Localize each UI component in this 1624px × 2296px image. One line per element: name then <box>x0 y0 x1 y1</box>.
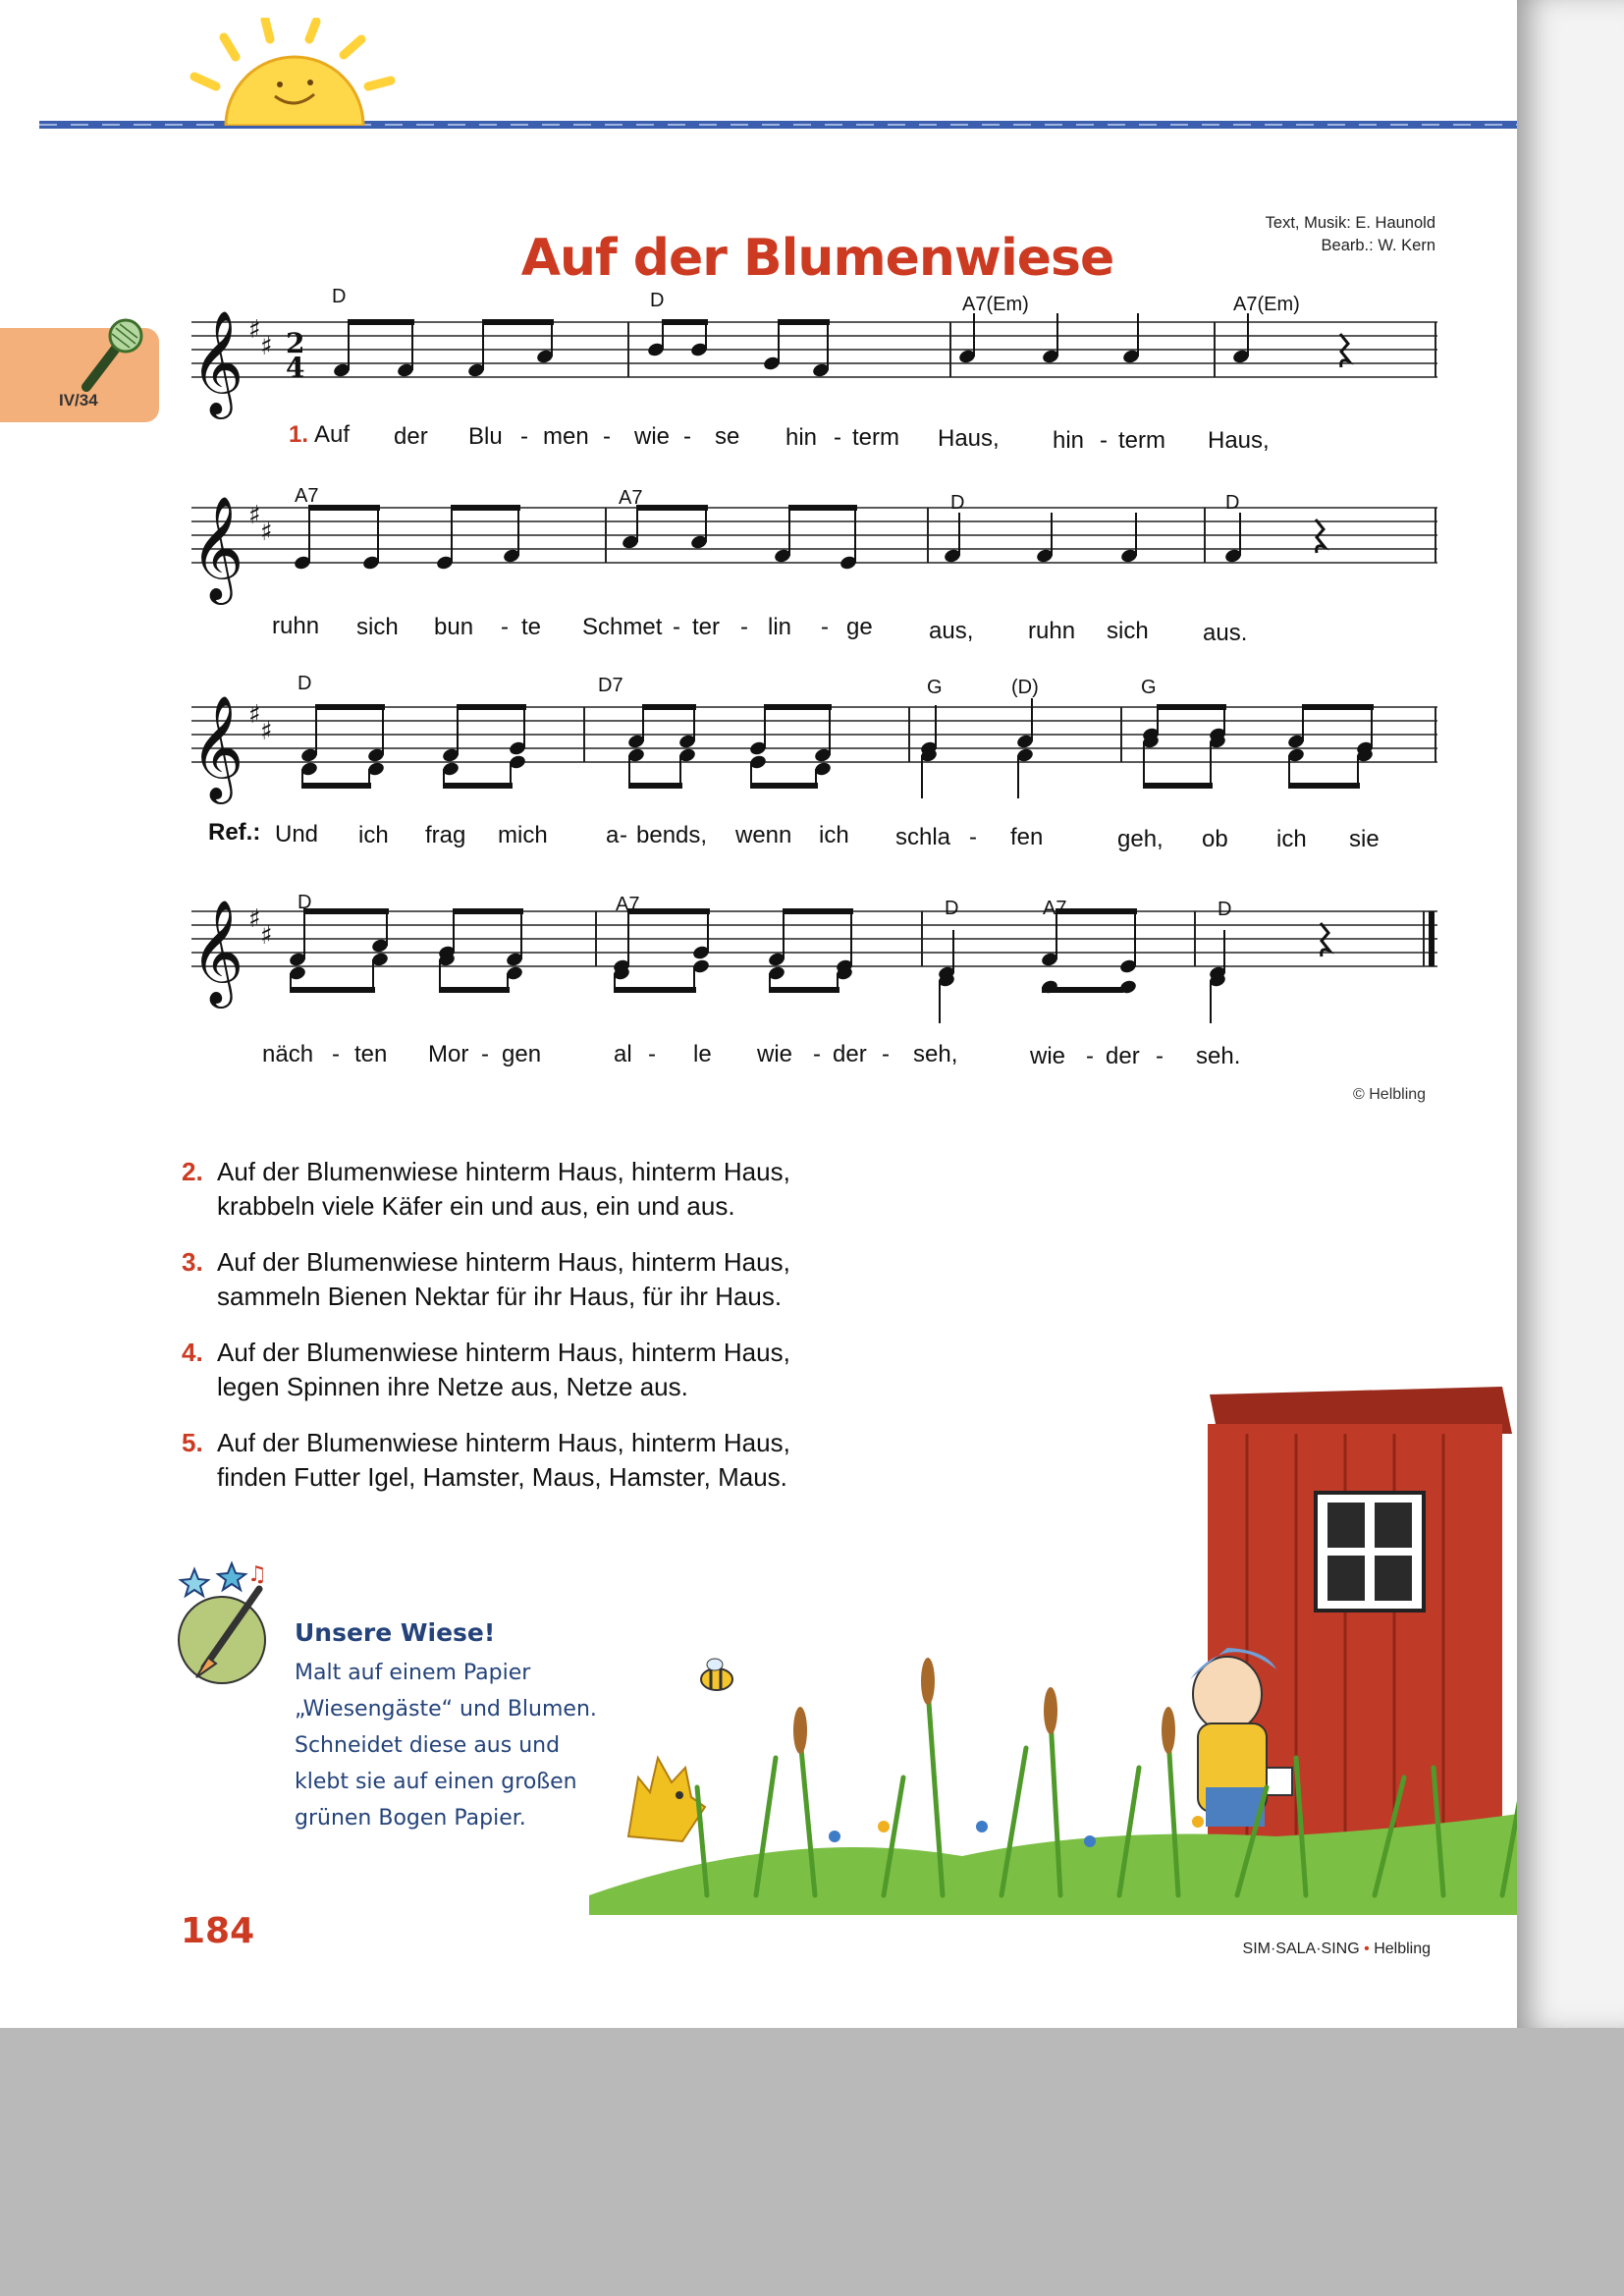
beam <box>348 319 414 325</box>
treble-clef: 𝄞 <box>190 309 244 414</box>
verse-line: krabbeln viele Käfer ein und aus, ein und aus. <box>217 1191 735 1221</box>
activity-line: Schneidet diese aus und <box>295 1733 561 1758</box>
chord-symbol: D <box>1225 492 1240 514</box>
publisher-name: Helbling <box>1374 1941 1431 1957</box>
lyric-syllable: le <box>693 1041 712 1067</box>
beam <box>1042 987 1123 993</box>
chord-symbol: A7 <box>616 894 640 915</box>
key-signature-sharp: ♯ <box>260 518 273 547</box>
chord-symbol: D7 <box>598 675 623 696</box>
lyric-syllable: bends, <box>636 822 708 848</box>
beam <box>457 704 526 710</box>
text-music-credit: Text, Musik: E. Haunold <box>1265 214 1435 232</box>
lyric-syllable: der <box>833 1041 867 1067</box>
key-signature-sharp: ♯ <box>260 921 273 951</box>
beam <box>443 783 513 789</box>
beam <box>750 783 818 789</box>
beam <box>788 505 857 511</box>
lyric-syllable: - <box>834 424 841 451</box>
lyric-syllable: te <box>521 614 542 640</box>
lyric-syllable: - <box>620 822 627 848</box>
lyric-syllable: seh, <box>913 1041 958 1067</box>
lyric-syllable: Schmet <box>582 614 663 640</box>
lyric-syllable: - <box>683 423 691 450</box>
activity-line: „Wiesengäste“ und Blumen. <box>295 1697 597 1722</box>
verse-item <box>182 1245 928 1314</box>
paintbrush-icon <box>175 1559 293 1687</box>
chord-symbol: G <box>1141 677 1157 698</box>
chord-symbol: G <box>927 677 943 698</box>
lyric-syllable: hin <box>1053 427 1085 454</box>
beam <box>1056 908 1137 914</box>
song-title: Auf der Blumenwiese <box>520 228 1114 288</box>
key-signature-sharp: ♯ <box>248 501 261 530</box>
lyric-syllable: - <box>520 423 528 450</box>
copyright-notice: © Helbling <box>1353 1086 1427 1103</box>
svg-text:♫: ♫ <box>247 1562 267 1587</box>
lyric-syllable: - <box>673 614 680 640</box>
quarter-rest <box>1316 519 1325 553</box>
lyric-syllable: gen <box>502 1041 542 1067</box>
verse-number: 2. <box>182 1157 203 1186</box>
beam <box>290 987 375 993</box>
beam <box>301 783 371 789</box>
lyric-syllable: Blu <box>468 423 503 450</box>
beam <box>769 987 839 993</box>
lyric-syllable: ob <box>1202 826 1228 852</box>
beam <box>1288 783 1360 789</box>
beam <box>642 704 696 710</box>
beam <box>303 908 389 914</box>
beam <box>315 704 385 710</box>
verse-line: Auf der Blumenwiese hinterm Haus, hinterm Haus, <box>217 1338 790 1367</box>
lyric-syllable: - <box>648 1041 656 1067</box>
arrangement-credit: Bearb.: W. Kern <box>1321 237 1435 254</box>
lyric-syllable: a <box>606 822 620 848</box>
beam <box>451 505 520 511</box>
lyric-syllable: - <box>481 1041 489 1067</box>
treble-clef: 𝄞 <box>190 694 244 799</box>
beam <box>1143 783 1213 789</box>
lyric-syllable: der <box>1106 1043 1140 1069</box>
chord-symbol: D <box>1218 899 1232 920</box>
activity-line: Malt auf einem Papier <box>295 1661 531 1685</box>
refrain-label: Ref.: <box>208 819 261 846</box>
lyric-syllable: - <box>501 614 509 640</box>
chord-symbol: A7 <box>295 485 319 507</box>
lyric-syllable: - <box>813 1041 821 1067</box>
book-title: SIM·SALA·SING <box>1242 1941 1360 1957</box>
chord-symbol: D <box>298 673 312 694</box>
chord-symbol: A7 <box>1043 898 1067 919</box>
lyric-syllable: - <box>1086 1043 1094 1069</box>
lyric-syllable: seh. <box>1196 1043 1241 1069</box>
verse-number: 5. <box>182 1428 203 1457</box>
chord-symbol: A7 <box>619 487 643 509</box>
adjacent-page-edge <box>1517 0 1624 2028</box>
beam <box>308 505 380 511</box>
verse-line: legen Spinnen ihre Netze aus, Netze aus. <box>217 1372 688 1401</box>
lyric-syllable: Und <box>275 821 319 847</box>
lyric-syllable: sie <box>1349 826 1380 852</box>
time-signature-top: 2 <box>286 327 305 359</box>
lyric-syllable: bun <box>434 614 474 640</box>
lyric-syllable: aus. <box>1203 620 1248 646</box>
lyric-syllable: schla <box>895 824 951 850</box>
chord-symbol: D <box>950 492 965 514</box>
beam <box>783 908 853 914</box>
activity-title: Unsere Wiese! <box>295 1618 496 1647</box>
lyric-syllable: - <box>821 614 829 640</box>
beam <box>764 704 832 710</box>
key-signature-sharp: ♯ <box>248 904 261 934</box>
lyric-syllable: - <box>1100 427 1108 454</box>
beam <box>453 908 523 914</box>
activity-instructions <box>295 1655 599 1836</box>
lyric-syllable: - <box>740 614 748 640</box>
time-signature-bottom: 4 <box>286 352 305 384</box>
beam <box>636 505 708 511</box>
lyric-syllable: der <box>394 423 428 450</box>
beam <box>1157 704 1226 710</box>
lyric-syllable: - <box>969 824 977 850</box>
chord-symbol: A7(Em) <box>1233 294 1300 315</box>
quarter-rest <box>1321 923 1329 957</box>
chord-symbol: D <box>945 898 959 919</box>
lyric-syllable: Haus, <box>1208 427 1270 454</box>
track-number: IV/34 <box>59 391 98 410</box>
lyric-syllable: men <box>543 423 589 450</box>
chord-symbol: A7(Em) <box>962 294 1029 315</box>
beam <box>614 987 696 993</box>
final-barline <box>1429 911 1435 966</box>
lyric-syllable: Haus, <box>938 425 1000 452</box>
lyric-syllable: wie <box>757 1041 793 1067</box>
verse-line: Auf der Blumenwiese hinterm Haus, hinterm Haus, <box>217 1157 790 1186</box>
verse-number: 3. <box>182 1247 203 1277</box>
lyric-syllable: term <box>1118 427 1165 454</box>
verse-line: finden Futter Igel, Hamster, Maus, Hamster, Maus. <box>217 1462 787 1492</box>
beam <box>439 987 510 993</box>
beam <box>778 319 830 325</box>
activity-box <box>295 1618 599 1836</box>
key-signature-sharp: ♯ <box>248 700 261 730</box>
footer-separator: • <box>1364 1941 1370 1957</box>
lyric-syllable: ter <box>692 614 721 640</box>
lyric-syllable: ruhn <box>272 613 320 639</box>
lyric-syllable: lin <box>768 614 792 640</box>
activity-line: klebt sie auf einen großen <box>295 1770 577 1794</box>
quarter-rest <box>1340 334 1349 367</box>
treble-clef: 𝄞 <box>190 495 244 600</box>
verse-line: Auf der Blumenwiese hinterm Haus, hinterm Haus, <box>217 1247 790 1277</box>
lyric-syllable: ich <box>358 822 389 848</box>
key-signature-sharp: ♯ <box>248 315 261 345</box>
hedgehog-illustration <box>628 1758 705 1841</box>
lyric-syllable: ten <box>354 1041 388 1067</box>
key-signature-sharp: ♯ <box>260 717 273 746</box>
lyric-syllable: wenn <box>735 822 792 848</box>
chord-symbol: D <box>332 286 347 307</box>
beam <box>662 319 708 325</box>
verse-number: 4. <box>182 1338 203 1367</box>
lyric-syllable: - <box>603 423 611 450</box>
lyric-syllable: ge <box>846 614 873 640</box>
lyric-syllable: mich <box>498 822 548 848</box>
chord-symbol: (D) <box>1011 677 1039 698</box>
lyric-syllable: fen <box>1010 824 1044 850</box>
lyric-syllable: frag <box>425 822 466 848</box>
lyric-syllable: ich <box>819 822 849 848</box>
beam <box>628 783 682 789</box>
key-signature-sharp: ♯ <box>260 332 273 361</box>
lyric-syllable: sich <box>356 614 399 640</box>
verse-line: sammeln Bienen Nektar für ihr Haus, für ihr Haus. <box>217 1282 783 1311</box>
lyric-syllable: - <box>882 1041 890 1067</box>
verse-number: 1. <box>289 421 309 448</box>
chord-symbol: D <box>298 892 312 913</box>
lyric-syllable: geh, <box>1117 826 1164 852</box>
lyric-syllable: - <box>1156 1043 1164 1069</box>
lyric-syllable: term <box>852 424 899 451</box>
meadow-illustration <box>589 1365 1532 1915</box>
beam <box>1302 704 1374 710</box>
beam <box>627 908 710 914</box>
lyric-syllable: ruhn <box>1028 618 1076 644</box>
lyric-syllable: se <box>715 423 740 450</box>
bee-illustration <box>701 1659 732 1690</box>
lyric-syllable: aus, <box>929 618 974 644</box>
lyric-syllable: näch <box>262 1041 314 1067</box>
lyric-syllable: wie <box>634 423 671 450</box>
lyric-syllable: sich <box>1107 618 1149 644</box>
lyric-syllable: al <box>614 1041 632 1067</box>
verse-item <box>182 1155 928 1224</box>
sheet-music <box>0 0 1532 1100</box>
lyric-syllable: wie <box>1030 1043 1066 1069</box>
beam <box>482 319 554 325</box>
lyric-syllable: - <box>332 1041 340 1067</box>
chord-symbol: D <box>650 290 665 311</box>
page-number: 184 <box>181 1911 255 1951</box>
lyric-syllable: Mor <box>428 1041 469 1067</box>
lyric-syllable: Auf <box>314 421 351 448</box>
lyric-syllable: hin <box>785 424 818 451</box>
lyric-syllable: ich <box>1276 826 1307 852</box>
activity-line: grünen Bogen Papier. <box>295 1806 526 1831</box>
page-footer <box>1243 1941 1431 1958</box>
treble-clef: 𝄞 <box>190 899 244 1004</box>
verse-line: Auf der Blumenwiese hinterm Haus, hinterm Haus, <box>217 1428 790 1457</box>
